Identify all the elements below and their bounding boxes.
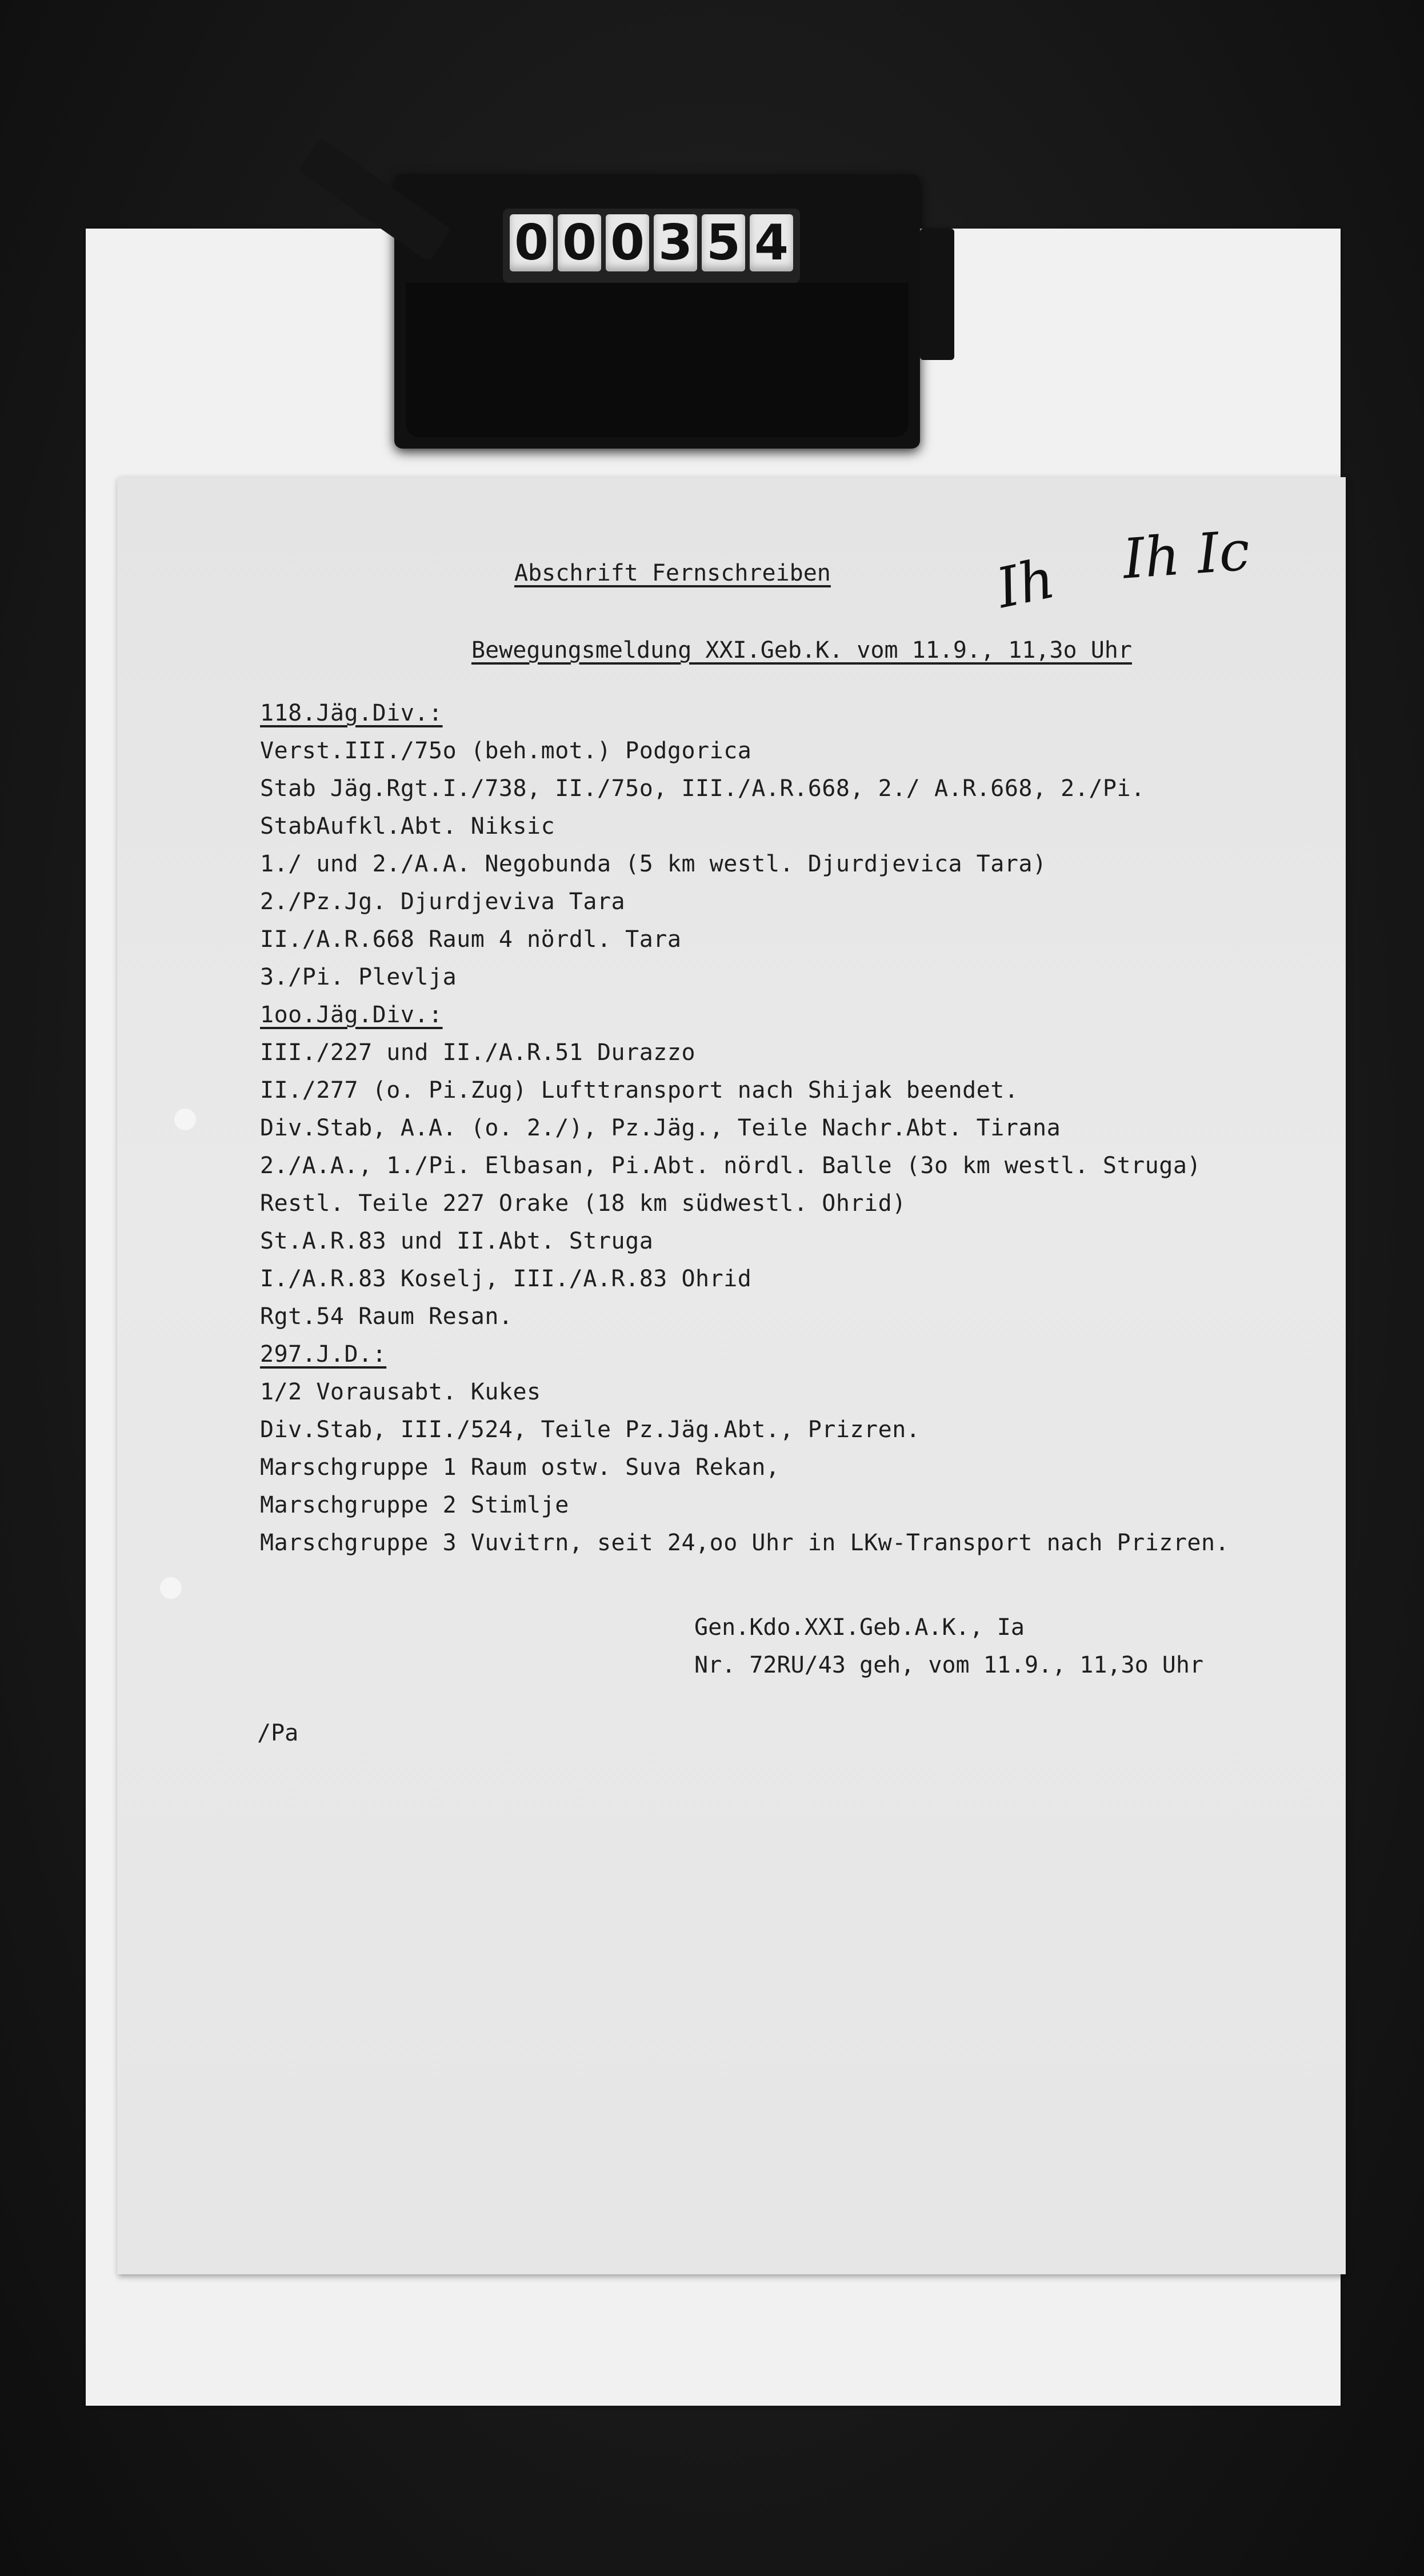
counter-digit: 0 — [606, 214, 649, 271]
signature-reference: Nr. 72RU/43 geh, vom 11.9., 11,3o Uhr — [694, 1652, 1204, 1678]
body-line: Div.Stab, A.A. (o. 2./), Pz.Jäg., Teile Nachr.Abt. Tirana — [260, 1115, 1061, 1141]
division-heading: 1oo.Jäg.Div.: — [260, 1002, 443, 1028]
paper-blemish — [174, 1109, 196, 1130]
document-page — [117, 477, 1346, 2274]
body-line: Div.Stab, III./524, Teile Pz.Jäg.Abt., Prizren. — [260, 1417, 921, 1443]
body-line: Rgt.54 Raum Resan. — [260, 1303, 513, 1330]
body-line: Stab Jäg.Rgt.I./738, II./75o, III./A.R.668, 2./ A.R.668, 2./Pi. — [260, 775, 1145, 802]
body-line: 1./ und 2./A.A. Negobunda (5 km westl. Djurdjevica Tara) — [260, 851, 1047, 877]
body-line: 2./Pz.Jg. Djurdjeviva Tara — [260, 889, 626, 915]
body-line: Marschgruppe 2 Stimlje — [260, 1492, 569, 1518]
body-line: Marschgruppe 1 Raum ostw. Suva Rekan, — [260, 1454, 780, 1481]
paper-blemish — [160, 1577, 182, 1599]
body-line: II./277 (o. Pi.Zug) Lufttransport nach Shijak beendet. — [260, 1077, 1019, 1103]
document-subtitle: Bewegungsmeldung XXI.Geb.K. vom 11.9., 11,3o Uhr — [471, 637, 1132, 663]
counter-digit: 3 — [654, 214, 697, 271]
signature-unit: Gen.Kdo.XXI.Geb.A.K., Ia — [694, 1614, 1025, 1641]
typist-initials: /Pa — [257, 1720, 299, 1746]
counter-digit: 0 — [558, 214, 601, 271]
division-heading: 118.Jäg.Div.: — [260, 700, 443, 726]
division-heading: 297.J.D.: — [260, 1341, 387, 1367]
handwritten-annotation: Ih Ic — [1121, 518, 1252, 591]
body-line: Restl. Teile 227 Orake (18 km südwestl. Ohrid) — [260, 1190, 906, 1217]
body-line: 2./A.A., 1./Pi. Elbasan, Pi.Abt. nördl. Balle (3o km westl. Struga) — [260, 1153, 1201, 1179]
body-line: III./227 und II./A.R.51 Durazzo — [260, 1039, 696, 1066]
body-line: St.A.R.83 und II.Abt. Struga — [260, 1228, 654, 1254]
body-line: I./A.R.83 Koselj, III./A.R.83 Ohrid — [260, 1266, 752, 1292]
counter-display — [503, 209, 800, 283]
body-line: Verst.III./75o (beh.mot.) Podgorica — [260, 738, 752, 764]
body-line: StabAufkl.Abt. Niksic — [260, 813, 555, 839]
counter-digit: 4 — [750, 214, 793, 271]
handwritten-mark: Ih — [991, 546, 1061, 621]
document-body — [260, 694, 1229, 1562]
counter-base — [406, 283, 909, 437]
frame-counter-device — [394, 174, 920, 449]
body-line: Marschgruppe 3 Vuvitrn, seit 24,oo Uhr in LKw-Transport nach Prizren. — [260, 1530, 1230, 1556]
body-line: 3./Pi. Plevlja — [260, 964, 457, 990]
body-line: 1/2 Vorausabt. Kukes — [260, 1379, 541, 1405]
counter-digit: 0 — [510, 214, 553, 271]
counter-arm-right — [920, 229, 954, 360]
body-line: II./A.R.668 Raum 4 nördl. Tara — [260, 926, 682, 953]
counter-digit: 5 — [702, 214, 745, 271]
document-title: Abschrift Fernschreiben — [514, 560, 831, 586]
